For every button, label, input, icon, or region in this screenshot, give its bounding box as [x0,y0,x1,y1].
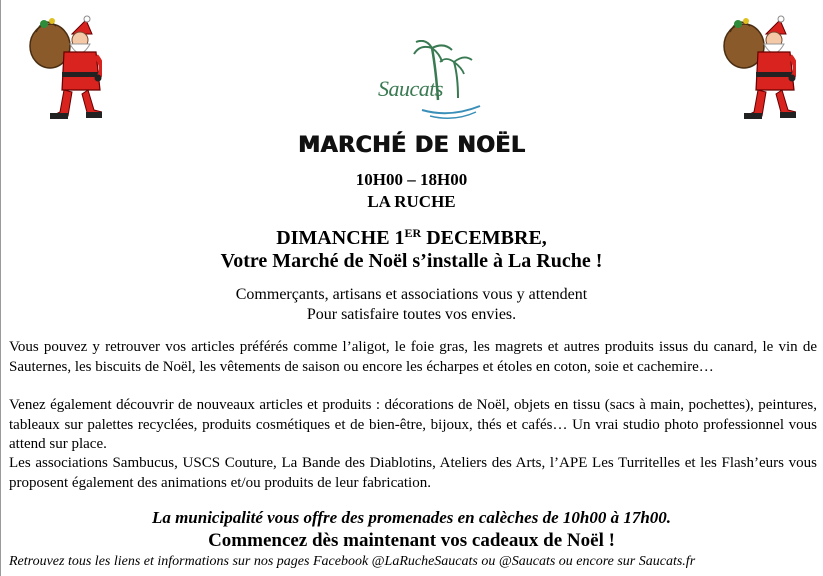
opening-hours: 10H00 – 18H00 [355,170,468,189]
intro-line: Commerçants, artisans et associations vous y attendent [235,286,588,303]
body-paragraph: Venez également découvrir de nouveaux articles et produits : décorations de Noël, objets en tissu (sacs à main, pochettes), peintures, tableaux sur palettes recyclées, produits cosmétiques et de bien-être, bijoux, thés et cafés… Un vrai studio photo professionnel vous attend sur place. [9,397,817,452]
date-prefix: DIMANCHE 1 [276,227,405,249]
intro-line: Pour satisfaire toutes vos envies. [306,306,517,323]
body-paragraph: Les associations Sambucus, USCS Couture, La Bande des Diablotins, Ateliers des Arts, l’APE Les Turritelles et les Flash’eurs vous proposent également des animations et/ou produits de leur fabrication. [9,455,817,491]
date-superscript: ER [404,226,422,240]
santa-claus-icon [22,12,102,122]
venue: LA RUCHE [367,192,456,211]
date-suffix: DECEMBRE, [421,227,547,249]
gifts-callout: Commencez dès maintenant vos cadeaux de Noël ! [208,530,615,551]
santa-claus-icon [716,12,796,122]
footer-links: Retrouvez tous les liens et informations sur nos pages Facebook @LaRucheSaucats ou @Saucats ou encore sur Saucats.fr [9,554,696,569]
page-title: MARCHÉ DE NOËL [297,133,526,158]
carriage-offer: La municipalité vous offre des promenades en calèches de 10h00 à 17h00. [151,508,672,527]
body-paragraph: Vous pouvez y retrouver vos articles préférés comme l’aligot, le foie gras, les magrets et autres produits issus du canard, le vin de Sauternes, les biscuits de Noël, les vêtements de saison ou encore les écharpes et étoles en coton, soie et cachemire… [9,339,817,375]
event-subtitle: Votre Marché de Noël s’installe à La Ruche ! [220,250,603,272]
logo-text: Saucats [378,76,443,101]
event-date [0,226,823,250]
